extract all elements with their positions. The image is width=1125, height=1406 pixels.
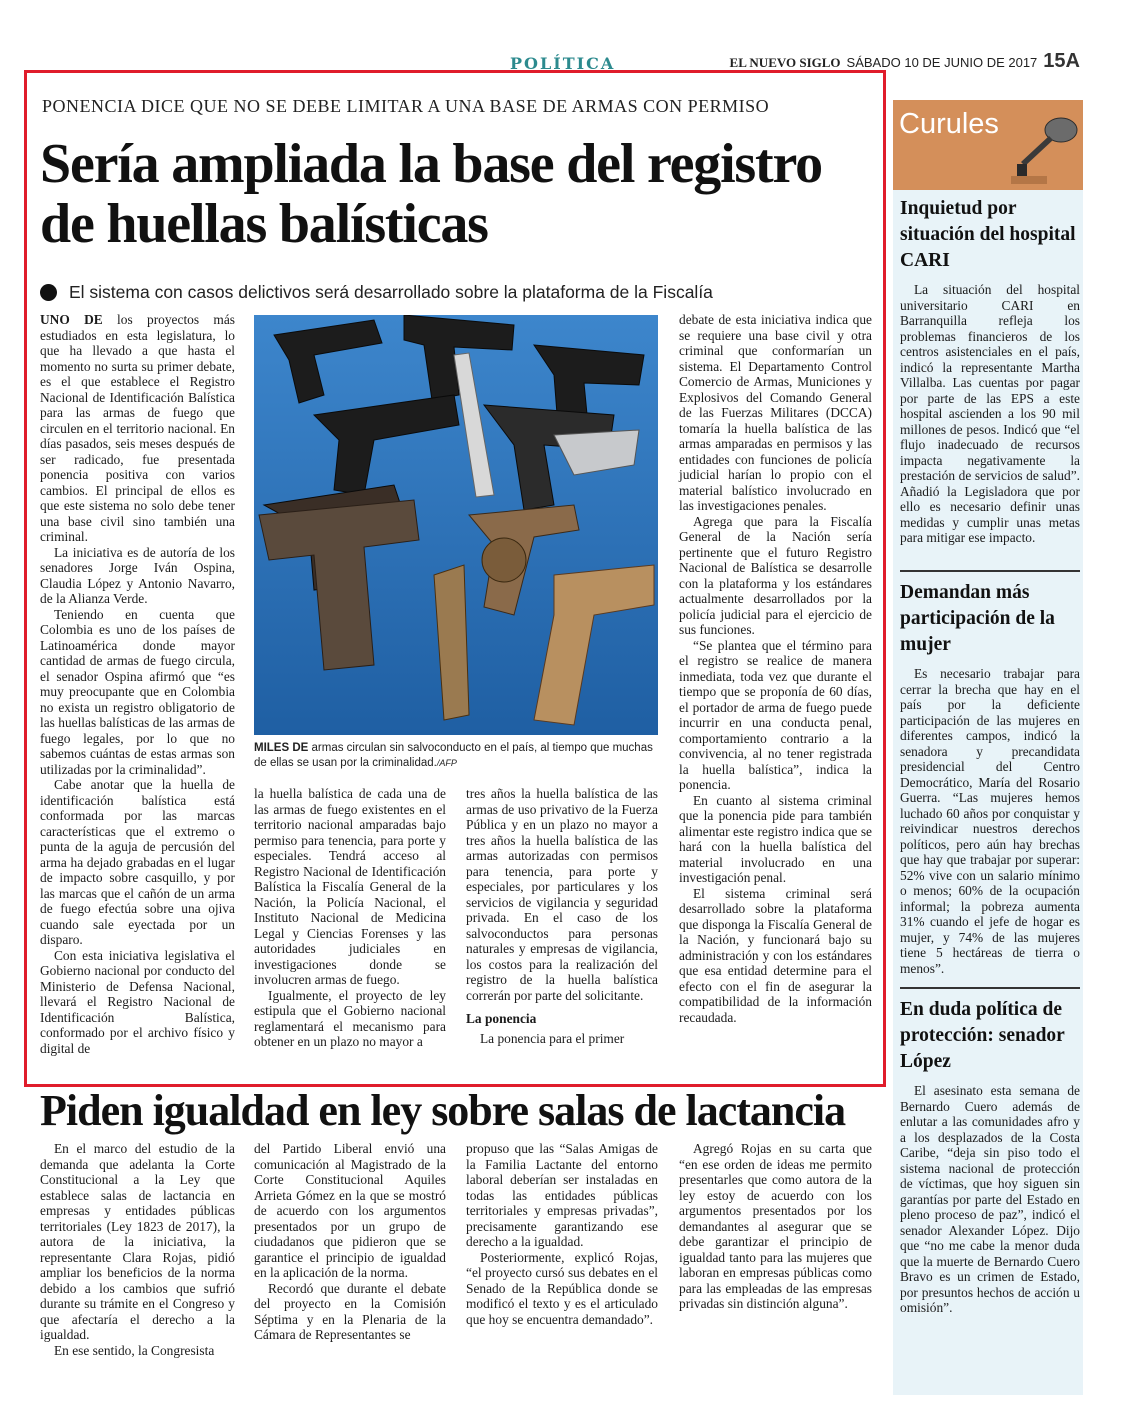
paragraph: La situación del hospital universitario CARI en Barranquilla refleja los problemas financieros de los centros asistenciales en el país, indicó la representante Martha Villalba. Las cuentas por pagar por parte de las EPS a este hospital ascienden a los 90 mil millones de pesos. Indicó que “el flujo inadecuado de recursos impacta negativamente la prestación de servicios de salud”. Añadió la Legisladora que por ello es necesario definir unas medidas y cumplir unas metas para mitigar ese impacto. <box>900 282 1080 545</box>
firearms-illustration <box>254 315 658 735</box>
article-photo <box>254 315 658 735</box>
sidebar-divider <box>900 570 1080 572</box>
second-column-4 <box>679 1141 872 1401</box>
paragraph: Igualmente, el proyecto de ley estipula que el Gobierno nacional reglamentará el mecanismo para obtener en un plazo no mayor a <box>254 987 446 1049</box>
subhead: La ponencia <box>466 1011 537 1026</box>
article-kicker: PONENCIA DICE QUE NO SE DEBE LIMITAR A UNA BASE DE ARMAS CON PERMISO <box>42 96 770 116</box>
paragraph: “Se plantea que el término para el registro se realice de manera inmediata, toda vez que durante el tiempo que se proponía de 60 días, el portador de arma de fuego puede incurrir en una conducta penal, comportamiento contrario a la convivencia, al no tener registrada la huella balística”, indica la ponencia. <box>679 637 872 792</box>
deck-text: El sistema con casos delictivos será desarrollado sobre la plataforma de la Fiscalía <box>69 282 713 302</box>
lead-in: UNO DE <box>40 312 103 327</box>
paragraph: En ese sentido, la Congresista <box>54 1342 215 1358</box>
sidebar-text-1 <box>900 282 1080 546</box>
issue-date: SÁBADO 10 DE JUNIO DE 2017 <box>846 55 1038 70</box>
sidebar-divider <box>900 987 1080 989</box>
article-headline: Sería ampliada la base del registro de huellas balísticas <box>40 133 822 255</box>
second-column-3 <box>466 1141 658 1401</box>
paragraph: En el marco del estudio de la demanda que adelanta la Corte Constitucional a la Ley que establece salas de lactancia en empresas y entidades públicas territoriales (Ley 1823 de 2017), la autora de la iniciativa, la representante Clara Rojas, pidió ampliar los beneficios de la norma debido a los cambios que sufrió durante su trámite en el Congreso y que afectaría el derecho a la igualdad. <box>40 1141 235 1342</box>
lead-text: los proyectos más estudiados en esta legislatura, lo que ha llevado a que hasta el momento no surta su primer debate, es el que establece el Registro Nacional de Identificación Balística para las armas de fuego que circulen en el territorio nacional. En días pasados, seis meses después de ser radicado, fue presentada ponencia positiva con varios cambios. El principal de ellos es que este sistema no solo debe tener una base civil sino también una criminal. <box>40 312 235 544</box>
bullet-icon <box>40 284 57 301</box>
paragraph: la huella balística de cada una de las armas de fuego existentes en el territorio nacional amparadas bajo permiso para tenencia, para porte y especiales. Tendrá acceso al Registro Nacional de Identificación Balística la Fiscalía General de la Nación, la Policía Nacional, el Instituto Nacional de Medicina Legal y Ciencias Forenses y las autoridades judiciales en investigaciones donde se involucren armas de fuego. <box>254 786 446 987</box>
article-column-1 <box>40 312 235 1062</box>
sidebar-title: Curules <box>899 108 999 140</box>
curules-banner <box>893 100 1083 190</box>
second-column-2 <box>254 1141 446 1401</box>
photo-caption <box>254 741 658 771</box>
paragraph: del Partido Liberal envió una comunicación al Magistrado de la Corte Constitucional Aquiles Arrieta Gómez en la que se mostró de acuerdo con los argumentos presentados por un grupo de ciudadanos que pidieron que se garantice el principio de igualdad en la aplicación de la norma. <box>254 1141 446 1280</box>
sidebar-text-3 <box>900 1083 1080 1316</box>
paragraph: El asesinato esta semana de Bernardo Cuero además de enlutar a las comunidades afro y a los desplazados de la Costa Caribe, “deja sin piso todo el sistema nacional de protección de víctimas, que hoy siguen sin garantías por parte del Estado en pleno proceso de paz”, indicó el senador Alexander López. Dijo que “no me cabe la menor duda que la muerte de Bernardo Cuero Bravo es un crimen de Estado, por presuntos hechos de acción u omisión”. <box>900 1083 1080 1315</box>
second-article-headline: Piden igualdad en ley sobre salas de lactancia <box>40 1086 846 1135</box>
paragraph: Teniendo en cuenta que Colombia es uno de los países de Latinoamérica donde mayor cantidad de armas de fuego circula, el senador Ospina afirmó que “es muy preocupante que en Colombia no exista un registro obligatorio de las huellas balísticas de las armas de fuego legales, por lo que no sabemos cuántas de estas armas son utilizadas por la criminalidad”. <box>40 606 235 777</box>
paragraph: propuso que las “Salas Amigas de la Familia Lactante del entorno laboral deberían ser instaladas en todas las entidades públicas territoriales y empresas privadas”, precisamente garantizando ese derecho a la igualdad. <box>466 1141 658 1249</box>
paragraph: debate de esta iniciativa indica que se requiere una base civil y otra criminal que conformarían un sistema. El Departamento Control Comercio de Armas, Municiones y Explosivos del Comando General de las Fuerzas Militares (DCCA) tomaría la huella balística de las armas amparadas en permisos y las entidades con funciones de policía judicial harían lo propio con el material balístico involucrado en las investigaciones penales. <box>679 312 872 513</box>
paragraph: Es necesario trabajar para cerrar la brecha que hay en el país por la deficiente participación de las mujeres en diferentes campos, indicó la senadora y precandidata presidencial del Centro Democrático, María del Rosario Guerra. “Las mujeres hemos luchado 60 años por conquistar y reivindicar nuestros derechos políticos, pero aún hay brechas que hay que trabajar por superar: 52% vive con un salario mínimo o menos; 60% de la ocupación informal; la pobreza aumenta 31% cuando el jefe de hogar es mujer, y 74% de las mujeres tiene 5 hectáreas de tierra o menos”. <box>900 666 1080 976</box>
sidebar-heading-3: En duda política de protección: senador López <box>900 999 1065 1072</box>
caption-lead: MILES DE <box>254 742 309 754</box>
article-column-2 <box>254 786 446 1061</box>
newspaper-name: EL NUEVO SIGLO <box>729 55 841 70</box>
article-column-4 <box>679 312 872 1062</box>
section-label: POLÍTICA <box>510 54 616 73</box>
sidebar-heading-1: Inquietud por situación del hospital CARI <box>900 198 1076 271</box>
paragraph: La iniciativa es de autoría de los senadores Jorge Iván Ospina, Claudia López y Antonio Navarro, de la Alianza Verde. <box>40 544 235 606</box>
paragraph: Cabe anotar que la huella de identificación balística está conformada por las marcas características que el extremo o punta de la aguja de percusión del arma ha dejado grabadas en el lugar de impacto sobre casquillo, y por las marcas que el cañón de un arma de fuego efectúa sobre una ojiva cuando sale eyectada por un disparo. <box>40 777 235 947</box>
paragraph: En cuanto al sistema criminal que la ponencia pide para también alimentar este registro indica que se hará con la huella balística del material involucrado en una investigación penal. <box>679 792 872 885</box>
microphone-icon <box>1011 114 1083 184</box>
second-column-1 <box>40 1141 235 1401</box>
paragraph <box>40 312 235 545</box>
paragraph: El sistema criminal será desarrollado sobre la plataforma que disponga la Fiscalía General de la Nación, y funcionará bajo su administración y con los estándares que esa entidad determine para el efecto con el fin de asegurar la compatibilidad de la información recaudada. <box>679 885 872 1025</box>
page-number: 15A <box>1043 50 1080 72</box>
paragraph: La ponencia para el primer <box>480 1030 625 1046</box>
paragraph: Agrega que para la Fiscalía General de la Nación sería pertinente que el futuro Registro Nacional de Balística se desarrolle con la plataforma y los estándares actualmente desarrollados por la policía judicial para el ejercicio de sus funciones. <box>679 513 872 637</box>
paragraph: tres años la huella balística de las armas de uso privativo de la Fuerza Pública y en un plazo no mayor a tres años la huella balística de las armas autorizadas con permisos para tenencia, para porte y especiales, por particulares y los servicios de vigilancia y seguridad privada. En el caso de los salvoconductos para personas naturales y empresas de vigilancia, los costos para la realización del registro de la huella balística correrán por parte del solicitante. <box>466 786 658 1003</box>
paragraph: Recordó que durante el debate del proyecto en la Comisión Séptima y en la Plenaria de la Cámara de Representantes se <box>254 1280 446 1342</box>
photo-credit: /AFP <box>436 758 457 768</box>
sidebar-text-2 <box>900 666 1080 976</box>
article-deck <box>40 282 870 303</box>
sidebar-heading-2: Demandan más participación de la mujer <box>900 582 1055 655</box>
caption-text: armas circulan sin salvoconducto en el país, al tiempo que muchas de ellas se usan por la criminalidad. <box>254 742 653 769</box>
article-column-3 <box>466 786 658 1061</box>
paragraph: Con esta iniciativa legislativa el Gobierno nacional por conducto del Ministerio de Defensa Nacional, llevará el Registro Nacional de Identificación Balística, conformado por el archivo físico y digital de <box>40 947 235 1056</box>
paragraph: Posteriormente, explicó Rojas, “el proyecto cursó sus debates en el Senado de la República donde se modificó el texto y es el articulado que hoy se encuentra demandado”. <box>466 1249 658 1327</box>
paragraph: Agregó Rojas en su carta que “en ese orden de ideas me permito presentarles que como autora de la ley estoy de acuerdo con los argumentos presentados por los demandantes al asegurar que se debe garantizar el principio de igualdad tanto para las mujeres que laboran en empresas públicas como para las empleadas de las empresas privadas sin distinción alguna”. <box>679 1141 872 1311</box>
